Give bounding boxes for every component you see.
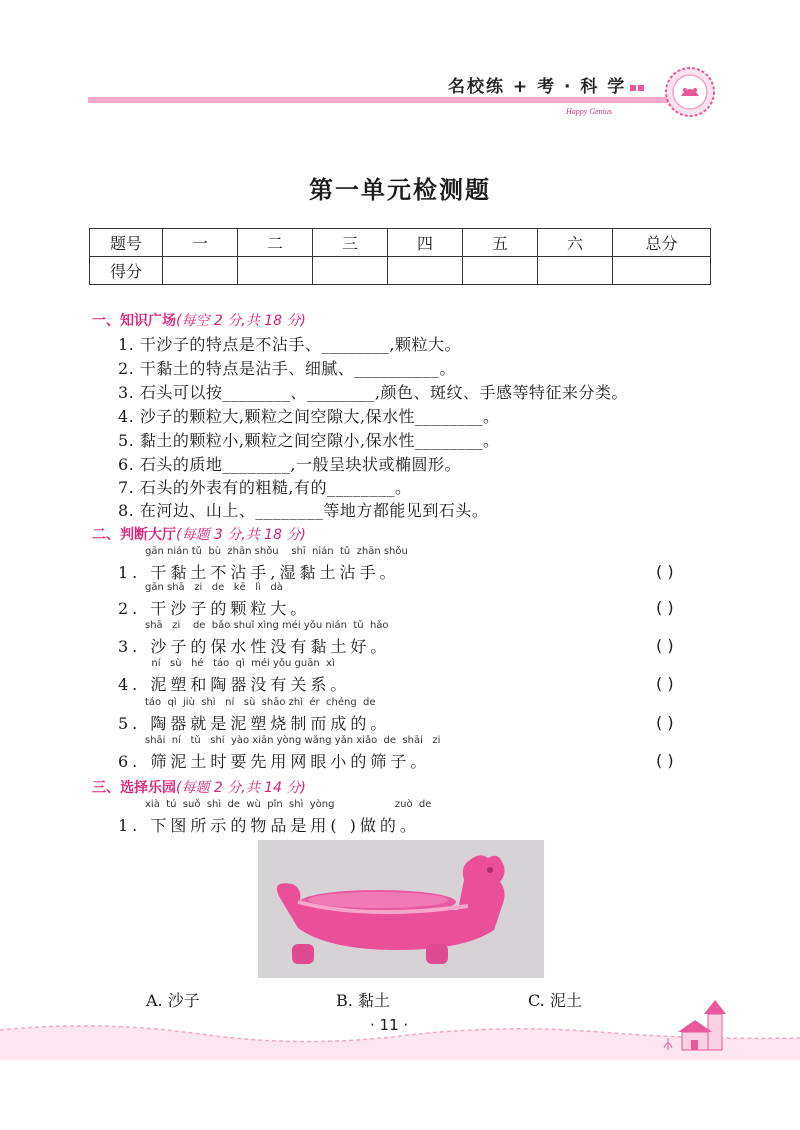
pinyin-line: xià tú suǒ shì de wù pǐn shì yòng zuò de — [145, 799, 432, 810]
table-cell: 三 — [313, 229, 388, 257]
header-brand: 名校练 + 考 · 科 学 — [448, 77, 627, 97]
fill-question-2: 2. 干黏土的特点是沾手、细腻、__________。 — [118, 359, 456, 378]
section3-heading — [92, 777, 306, 797]
answer-bracket[interactable]: ( ) — [656, 751, 674, 770]
choice-option-a[interactable]: A. 沙子 — [146, 991, 200, 1010]
fill-question-5: 5. 黏土的颗粒小,颗粒之间空隙小,保水性________。 — [118, 431, 500, 450]
page-number: · 11 · — [370, 1016, 409, 1034]
score-blank[interactable] — [463, 257, 538, 285]
choice-question-1: 1. 下图所示的物品是用( )做的。 — [118, 816, 420, 835]
pinyin-line: táo qì jiù shì ní sù shāo zhì ér chéng de — [145, 697, 376, 708]
table-cell: 得分 — [90, 257, 163, 285]
header-subtitle: Happy Genius — [566, 107, 612, 116]
pinyin-line: gān shā zi de kē lì dà — [145, 582, 283, 593]
table-cell: 一 — [163, 229, 238, 257]
pinyin-line: shā zi de bǎo shuǐ xìng méi yǒu nián tǔ hǎo — [145, 620, 389, 631]
answer-bracket[interactable]: ( ) — [656, 713, 674, 732]
judge-question-6: 6. 筛泥土时要先用网眼小的筛子。 — [118, 752, 431, 771]
choice-option-c[interactable]: C. 泥土 — [528, 991, 582, 1010]
brand-logo-icon — [664, 66, 716, 118]
pinyin-line: ní sù hé táo qì méi yǒu guān xì — [145, 658, 335, 669]
section-title: 一、知识广场 — [92, 313, 176, 329]
table-cell: 总分 — [613, 229, 711, 257]
section2-heading — [92, 524, 306, 544]
section-points: (每题 2 分,共 14 分) — [176, 780, 306, 796]
fill-question-7: 7. 石头的外表有的粗糙,有的________。 — [118, 478, 412, 497]
judge-question-2: 2. 干沙子的颗粒大。 — [118, 599, 311, 618]
header-decoration — [630, 76, 646, 95]
score-table-score-row — [90, 257, 711, 285]
header-rule — [88, 97, 668, 103]
table-cell: 四 — [388, 229, 463, 257]
answer-bracket[interactable]: ( ) — [656, 674, 674, 693]
score-blank[interactable] — [238, 257, 313, 285]
section-title: 三、选择乐园 — [92, 780, 176, 796]
score-blank[interactable] — [388, 257, 463, 285]
section1-heading — [92, 310, 306, 330]
judge-question-5: 5. 陶器就是泥塑烧制而成的。 — [118, 714, 391, 733]
score-table — [89, 228, 711, 285]
fill-question-6: 6. 石头的质地________,一般呈块状或椭圆形。 — [118, 455, 461, 474]
score-blank[interactable] — [613, 257, 711, 285]
fill-question-4: 4. 沙子的颗粒大,颗粒之间空隙大,保水性________。 — [118, 407, 500, 426]
pinyin-line: shāi ní tǔ shí yào xiān yòng wǎng yǎn xiǎo de shāi zi — [145, 735, 441, 746]
section-points: (每空 2 分,共 18 分) — [176, 313, 306, 329]
fill-question-8: 8. 在河边、山上、________等地方都能见到石头。 — [118, 501, 489, 520]
fill-question-3: 3. 石头可以按________、________,颜色、斑纹、手感等特征来分类。 — [118, 383, 628, 402]
section-points: (每题 3 分,共 18 分) — [176, 527, 306, 543]
table-cell: 六 — [538, 229, 613, 257]
score-blank[interactable] — [313, 257, 388, 285]
section-title: 二、判断大厅 — [92, 527, 176, 543]
table-cell: 五 — [463, 229, 538, 257]
pinyin-line: gān nián tǔ bù zhān shǒu shī nián tǔ zhān shǒu — [145, 546, 408, 557]
answer-bracket[interactable]: ( ) — [656, 562, 674, 581]
page-title: 第一单元检测题 — [309, 175, 491, 204]
house-decoration-icon — [660, 998, 740, 1058]
judge-question-4: 4. 泥塑和陶器没有关系。 — [118, 675, 351, 694]
score-blank[interactable] — [538, 257, 613, 285]
judge-question-3: 3. 沙子的保水性没有黏土好。 — [118, 637, 391, 656]
pottery-dragon-boat-image — [258, 840, 544, 978]
table-cell: 题号 — [90, 229, 163, 257]
judge-question-1: 1. 干黏土不沾手,湿黏土沾手。 — [118, 563, 400, 582]
fill-question-1: 1. 干沙子的特点是不沾手、________,颗粒大。 — [118, 335, 461, 354]
choice-option-b[interactable]: B. 黏土 — [336, 991, 390, 1010]
score-table-header-row — [90, 229, 711, 257]
table-cell: 二 — [238, 229, 313, 257]
answer-bracket[interactable]: ( ) — [656, 636, 674, 655]
score-blank[interactable] — [163, 257, 238, 285]
answer-bracket[interactable]: ( ) — [656, 598, 674, 617]
